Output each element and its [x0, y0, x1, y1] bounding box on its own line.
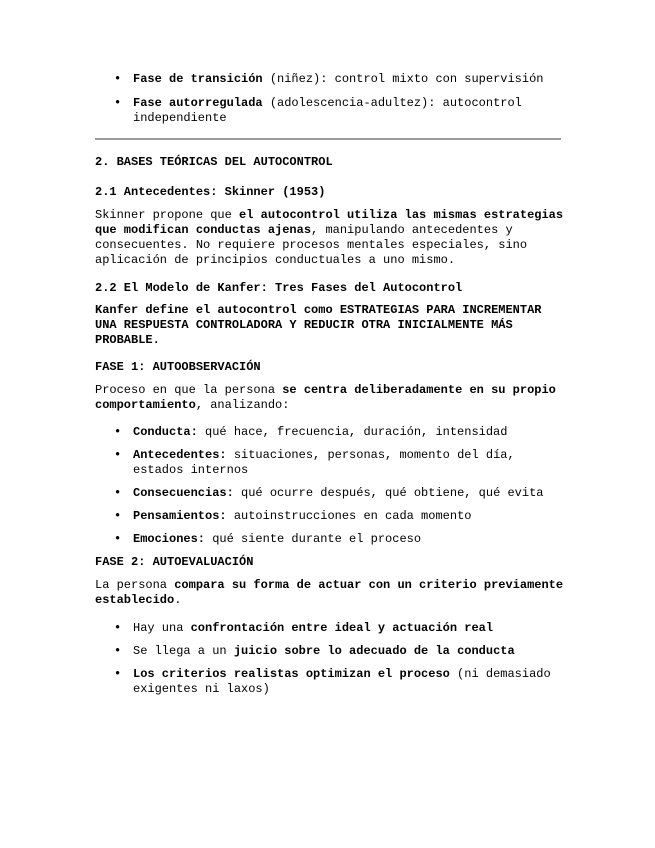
- phase-1-intro: Proceso en que la persona se centra deliberadamente en su propio comportamiento, analizando:: [95, 383, 556, 412]
- phase-2-heading: FASE 2: AUTOEVALUACIÓN: [95, 555, 254, 569]
- section-divider: [95, 138, 561, 140]
- bullet-icon: •: [114, 667, 122, 681]
- list-item: • Antecedentes: situaciones, personas, momento del día, estados internos: [114, 448, 515, 477]
- section-2-heading: 2. BASES TEÓRICAS DEL AUTOCONTROL: [95, 155, 333, 169]
- list-item: • Emociones: qué siente durante el proceso: [114, 532, 422, 546]
- document-page: [95, 72, 565, 705]
- skinner-paragraph: Skinner propone que el autocontrol utiliza las mismas estrategias que modifican conductas ajenas, manipulando antecedentes y consecuentes. No requiere procesos mentales especiales, sino aplicación de principios conductuales a uno mismo.: [95, 208, 564, 267]
- list-item: • Los criterios realistas optimizan el proceso (ni demasiado exigentes ni laxos): [114, 667, 551, 696]
- bullet-icon: •: [114, 425, 122, 439]
- phase-1-list: [95, 425, 565, 547]
- list-item: • Hay una confrontación entre ideal y actuación real: [114, 621, 494, 635]
- bullet-icon: •: [114, 448, 122, 462]
- bullet-icon: •: [114, 532, 122, 546]
- bullet-icon: •: [114, 96, 122, 110]
- phase-2-list: [95, 621, 565, 697]
- list-item: • Conducta: qué hace, frecuencia, duración, intensidad: [114, 425, 508, 439]
- list-item: • Se llega a un juicio sobre lo adecuado de la conducta: [114, 644, 515, 658]
- bullet-icon: •: [114, 644, 122, 658]
- phase-1-heading: FASE 1: AUTOOBSERVACIÓN: [95, 360, 261, 374]
- bullet-icon: •: [114, 621, 122, 635]
- list-item: • Fase de transición (niñez): control mixto con supervisión: [114, 72, 544, 86]
- subsection-2-2-heading: 2.2 El Modelo de Kanfer: Tres Fases del Autocontrol: [95, 281, 463, 295]
- development-phases-list: [95, 72, 565, 126]
- bullet-icon: •: [114, 509, 122, 523]
- subsection-2-1-heading: 2.1 Antecedentes: Skinner (1953): [95, 185, 326, 199]
- bullet-icon: •: [114, 486, 122, 500]
- bullet-icon: •: [114, 72, 122, 86]
- list-item: • Consecuencias: qué ocurre después, qué obtiene, qué evita: [114, 486, 544, 500]
- kanfer-definition: Kanfer define el autocontrol como ESTRATEGIAS PARA INCREMENTAR UNA RESPUESTA CONTROLADORA Y REDUCIR OTRA INICIALMENTE MÁS PROBABLE.: [95, 303, 542, 347]
- phase-2-intro: La persona compara su forma de actuar con un criterio previamente establecido.: [95, 578, 564, 607]
- list-item: • Pensamientos: autoinstrucciones en cada momento: [114, 509, 472, 523]
- list-item: • Fase autorregulada (adolescencia-adultez): autocontrol independiente: [114, 96, 522, 125]
